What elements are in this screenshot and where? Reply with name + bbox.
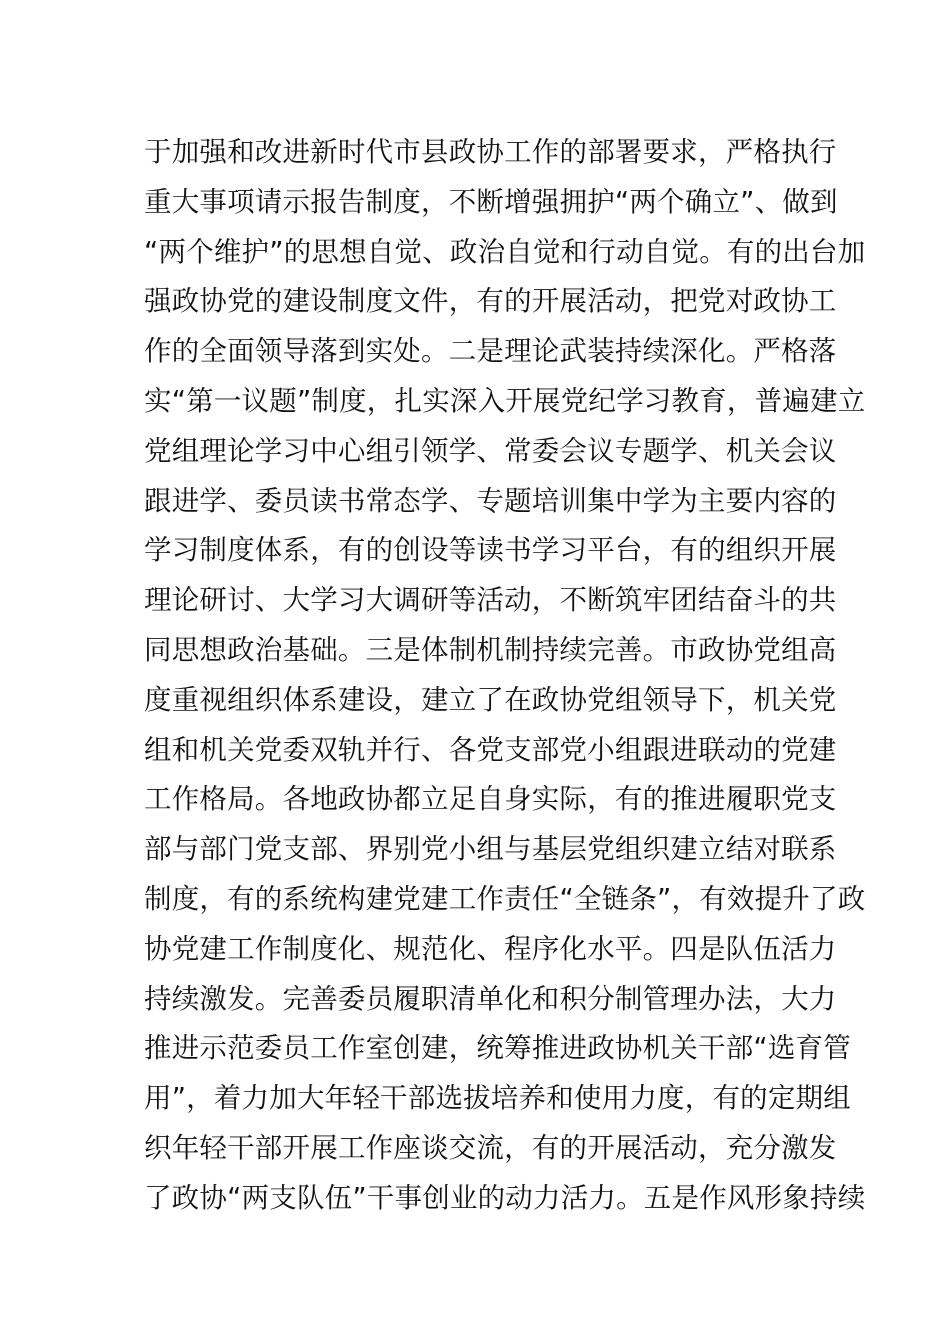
text-line: 实“第一议题”制度，扎实深入开展党纪学习教育，普遍建立: [144, 384, 866, 417]
text-line: 协党建工作制度化、规范化、程序化水平。四是队伍活力: [144, 932, 837, 965]
text-line: 重大事项请示报告制度，不断增强拥护“两个确立”、做到: [144, 185, 838, 218]
text-line: 推进示范委员工作室创建，统筹推进政协机关干部“选育管: [144, 1032, 851, 1065]
text-line: 了政协“两支队伍”干事创业的动力活力。五是作风形象持续: [144, 1181, 866, 1214]
text-line: 工作格局。各地政协都立足自身实际，有的推进履职党支: [144, 783, 837, 816]
text-line: 织年轻干部开展工作座谈交流，有的开展活动，充分激发: [144, 1131, 837, 1164]
text-line: 部与部门党支部、界别党小组与基层党组织建立结对联系: [144, 833, 837, 866]
text-line: 理论研讨、大学习大调研等活动，不断筑牢团结奋斗的共: [144, 584, 837, 617]
text-line: 学习制度体系，有的创设等读书学习平台，有的组织开展: [144, 534, 837, 567]
text-line: 用”，着力加大年轻干部选拔培养和使用力度，有的定期组: [144, 1082, 851, 1115]
text-line: 持续激发。完善委员履职清单化和积分制管理办法，大力: [144, 982, 837, 1015]
text-line: 作的全面领导落到实处。二是理论武装持续深化。严格落: [144, 335, 837, 368]
text-line: 度重视组织体系建设，建立了在政协党组领导下，机关党: [144, 683, 837, 716]
text-line: 跟进学、委员读书常态学、专题培训集中学为主要内容的: [144, 484, 837, 517]
body-text: [144, 128, 866, 1224]
text-line: 党组理论学习中心组引领学、常委会议专题学、机关会议: [144, 434, 837, 467]
text-line: 同思想政治基础。三是体制机制持续完善。市政协党组高: [144, 633, 837, 666]
text-line: 组和机关党委双轨并行、各党支部党小组跟进联动的党建: [144, 733, 837, 766]
text-line: “两个维护”的思想自觉、政治自觉和行动自觉。有的出台加: [144, 235, 866, 268]
text-line: 强政协党的建设制度文件，有的开展活动，把党对政协工: [144, 285, 837, 318]
text-line: 制度，有的系统构建党建工作责任“全链条”，有效提升了政: [144, 882, 866, 915]
text-line: 于加强和改进新时代市县政协工作的部署要求，严格执行: [144, 136, 837, 168]
